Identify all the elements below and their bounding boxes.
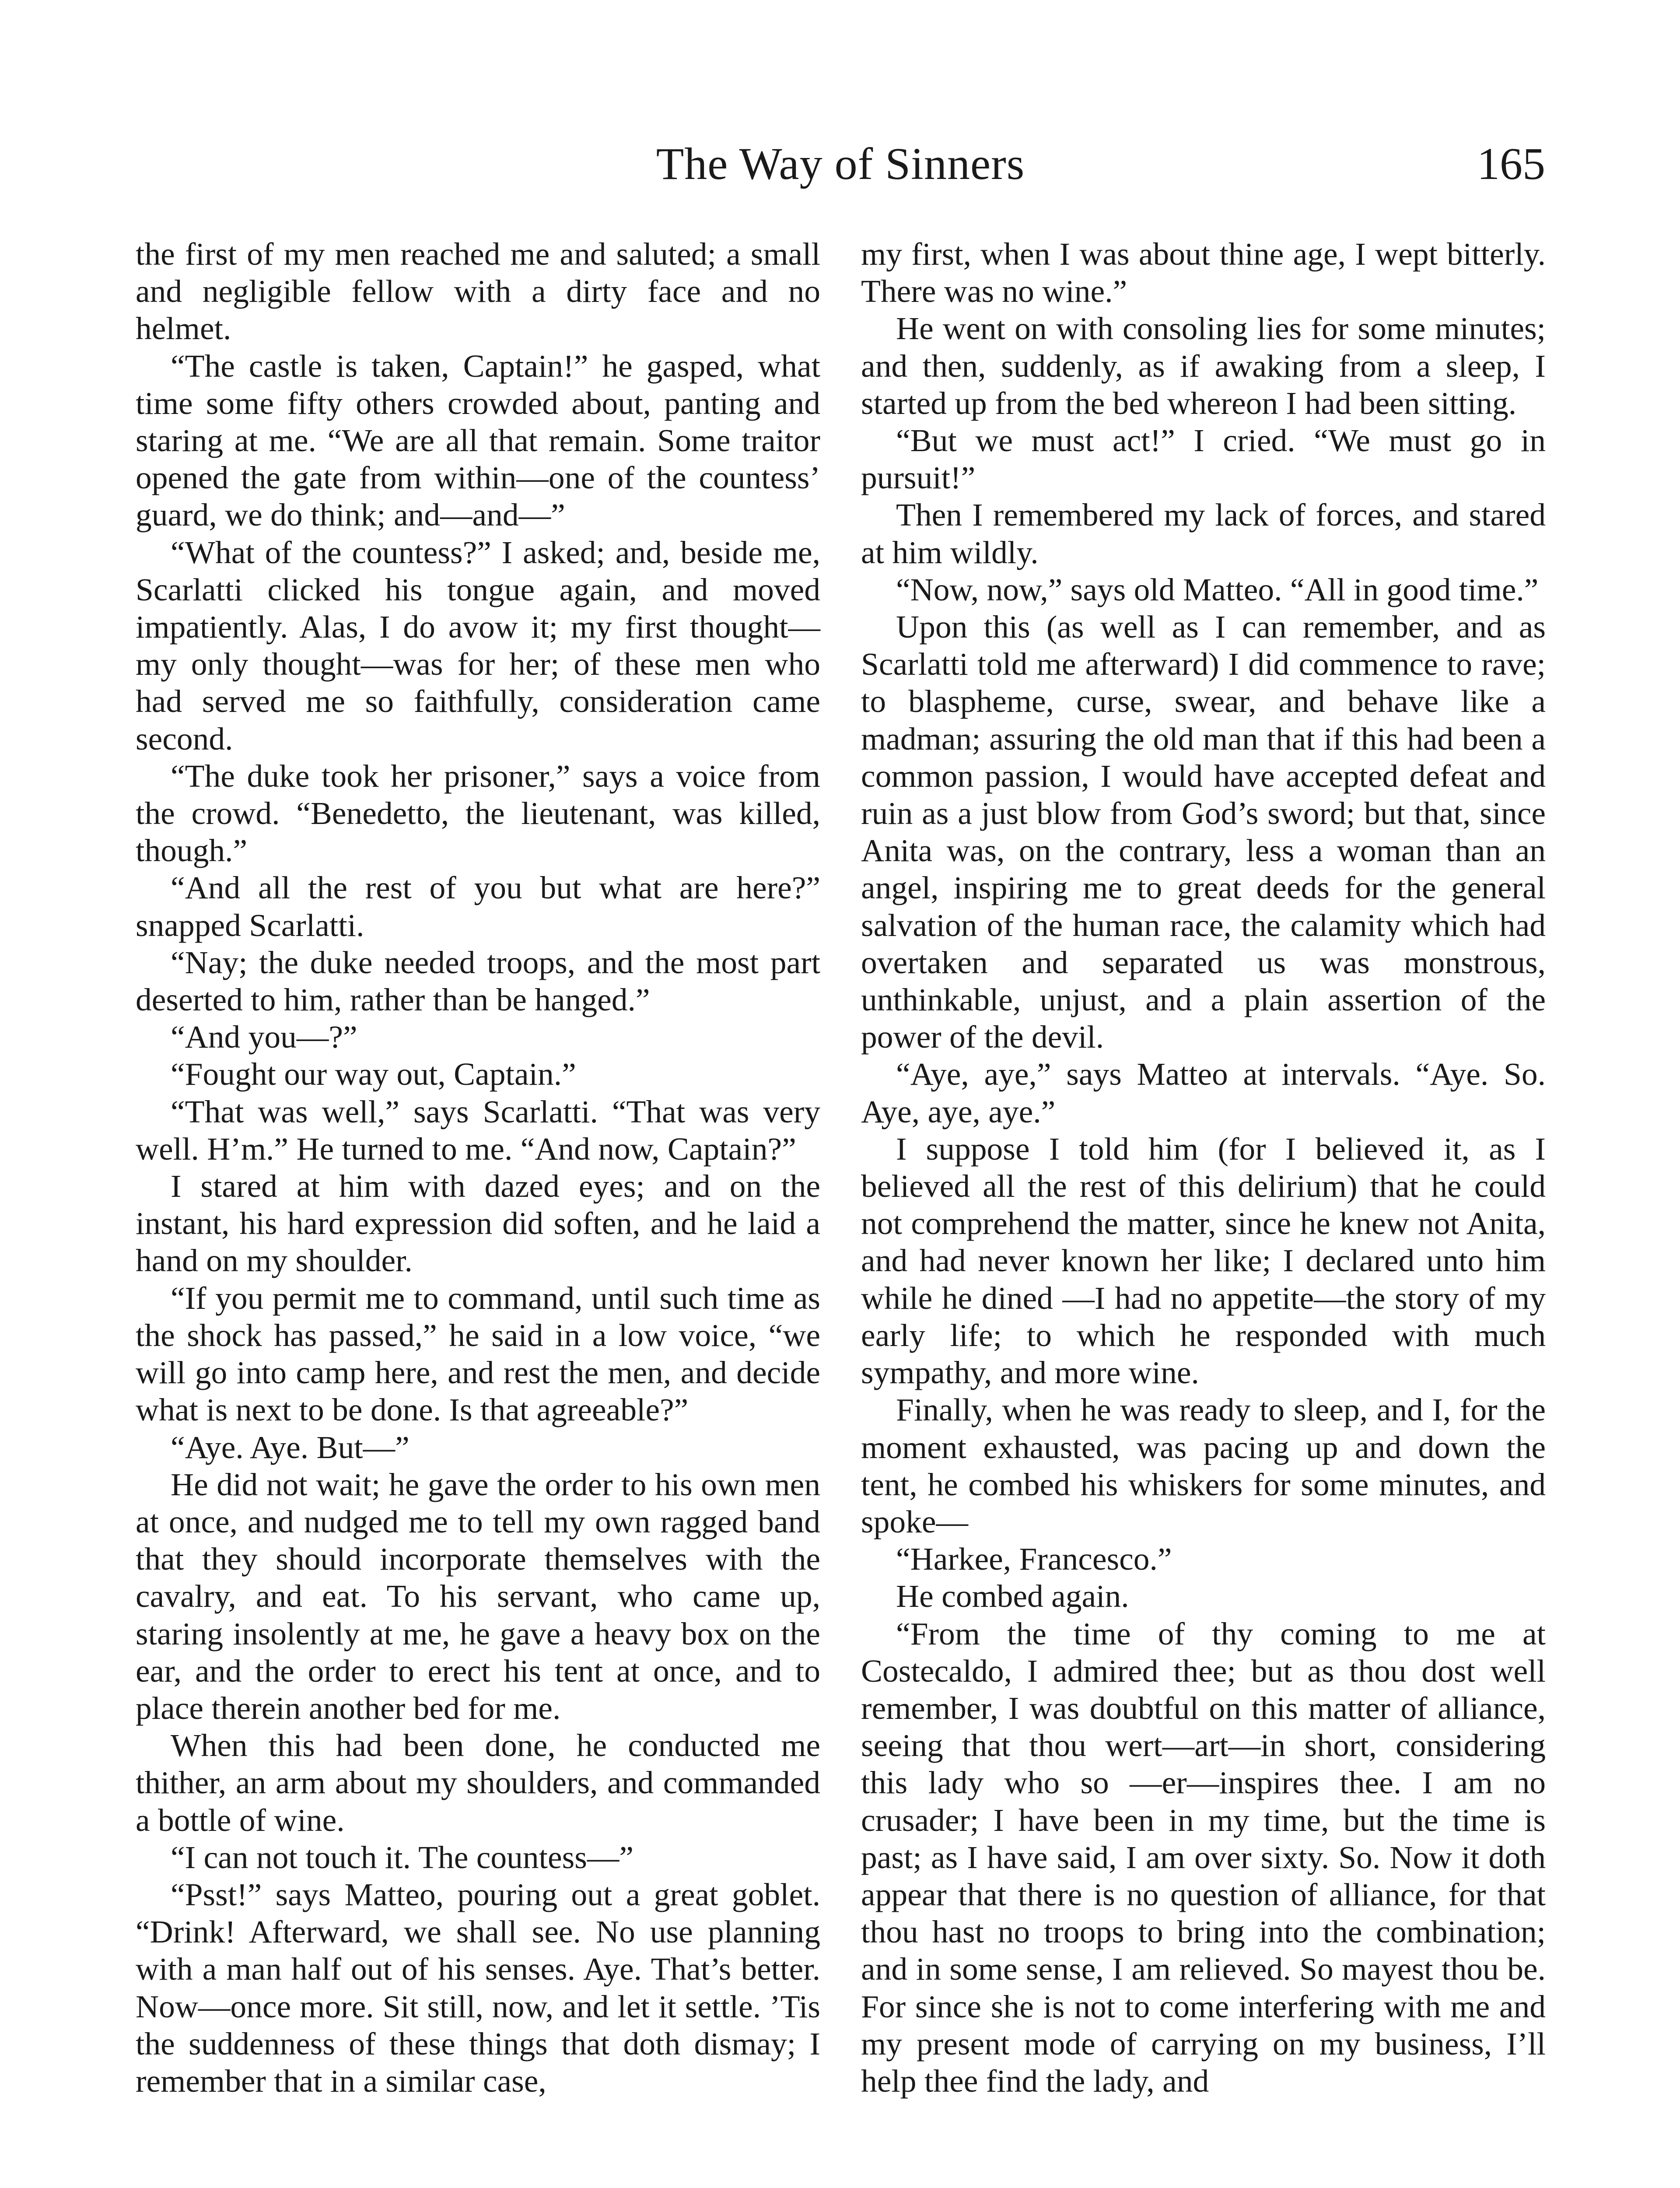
paragraph: He combed again.: [896, 1578, 1129, 1614]
right-column: [861, 235, 1546, 2100]
running-header: [136, 131, 1545, 197]
page-number: 165: [1477, 139, 1545, 189]
paragraph: “And you—?”: [171, 1019, 357, 1055]
paragraph: “Aye. Aye. But—”: [171, 1429, 410, 1465]
paragraph: “The castle is taken, Captain!” he gasped, what time some fifty others crowded about, panting and staring at me. “We are all that remain. Some traitor opened the gate from within—one of the countess’ guard, we do think; and—and—”: [136, 348, 820, 533]
paragraph: my first, when I was about thine age, I wept bitterly. There was no wine.”: [861, 236, 1546, 309]
paragraph: “Psst!” says Matteo, pouring out a great goblet. “Drink! Afterward, we shall see. No use planning with a man half out of his senses. Aye. That’s better. Now—once more. Sit still, now, and let it settle. ’Tis the suddenness of these things that doth dismay; I remember that in a similar case,: [136, 1876, 820, 2099]
paragraph: “Nay; the duke needed troops, and the most part deserted to him, rather than be hanged.”: [136, 944, 820, 1018]
paragraph: When this had been done, he conducted me thither, an arm about my shoulders, and commanded a bottle of wine.: [136, 1728, 820, 1838]
paragraph: “Harkee, Francesco.”: [896, 1541, 1172, 1577]
paragraph: “If you permit me to command, until such time as the shock has passed,” he said in a low voice, “we will go into camp here, and rest the men, and decide what is next to be done. Is that agreeable?”: [136, 1280, 820, 1428]
paragraph: He did not wait; he gave the order to his own men at once, and nudged me to tell my own ragged band that they should incorporate themselves with the cavalry, and eat. To his servant, who came up, staring insolently at me, he gave a heavy box on the ear, and the order to erect his tent at once, and to place therein another bed for me.: [136, 1466, 820, 1726]
paragraph: “Fought our way out, Captain.”: [171, 1056, 576, 1092]
left-column: [136, 235, 820, 2100]
paragraph: “Aye, aye,” says Matteo at intervals. “Aye. So. Aye, aye, aye.”: [861, 1056, 1546, 1129]
paragraph: Finally, when he was ready to sleep, and I, for the moment exhausted, was pacing up and down the tent, he combed his whiskers for some minutes, and spoke—: [861, 1392, 1546, 1539]
paragraph: “I can not touch it. The countess—”: [171, 1839, 634, 1875]
paragraph: “And all the rest of you but what are here?” snapped Scarlatti.: [136, 870, 820, 943]
paragraph: “From the time of thy coming to me at Costecaldo, I admired thee; but as thou dost well remember, I was doubtful on this matter of alliance, seeing that thou wert—art—in short, considering this lady who so —er—inspires thee. I am no crusader; I have been in my time, but the time is past; as I have said, I am over sixty. So. Now it doth appear that there is no question of alliance, for that thou hast no troops to bring into the combination; and in some sense, I am relieved. So mayest thou be. For since she is not to come interfering with me and my present mode of carrying on my business, I’ll help thee find the lady, and: [861, 1616, 1546, 2099]
paragraph: He went on with consoling lies for some minutes; and then, suddenly, as if awaking from a sleep, I started up from the bed whereon I had been sitting.: [861, 311, 1546, 421]
paragraph: the first of my men reached me and saluted; a small and negligible fellow with a dirty face and no helmet.: [136, 236, 820, 347]
paragraph: “What of the countess?” I asked; and, beside me, Scarlatti clicked his tongue again, and moved impatiently. Alas, I do avow it; my first thought—my only thought—was for her; of these men who had served me so faithfully, consideration came second.: [136, 534, 820, 757]
paragraph: “The duke took her prisoner,” says a voice from the crowd. “Benedetto, the lieutenant, was killed, though.”: [136, 758, 820, 869]
paragraph: I suppose I told him (for I believed it, as I believed all the rest of this delirium) that he could not comprehend the matter, since he knew not Anita, and had never known her like; I declared unto him while he dined —I had no appetite—the story of my early life; to which he responded with much sympathy, and more wine.: [861, 1131, 1546, 1391]
running-title: The Way of Sinners: [656, 139, 1025, 189]
paragraph: Upon this (as well as I can remember, and as Scarlatti told me afterward) I did commence to rave; to blaspheme, curse, swear, and behave like a madman; assuring the old man that if this had been a common passion, I would have accepted defeat and ruin as a just blow from God’s sword; but that, since Anita was, on the contrary, less a woman than an angel, inspiring me to great deeds for the general salvation of the human race, the calamity which had overtaken and separated us was monstrous, unthinkable, unjust, and a plain assertion of the power of the devil.: [861, 609, 1546, 1055]
paragraph: Then I remembered my lack of forces, and stared at him wildly.: [861, 497, 1546, 570]
paragraph: I stared at him with dazed eyes; and on the instant, his hard expression did soften, and he laid a hand on my shoulder.: [136, 1168, 820, 1279]
paragraph: “But we must act!” I cried. “We must go in pursuit!”: [861, 423, 1546, 496]
paragraph: “Now, now,” says old Matteo. “All in good time.”: [896, 572, 1539, 607]
paragraph: “That was well,” says Scarlatti. “That was very well. H’m.” He turned to me. “And now, Captain?”: [136, 1094, 820, 1167]
